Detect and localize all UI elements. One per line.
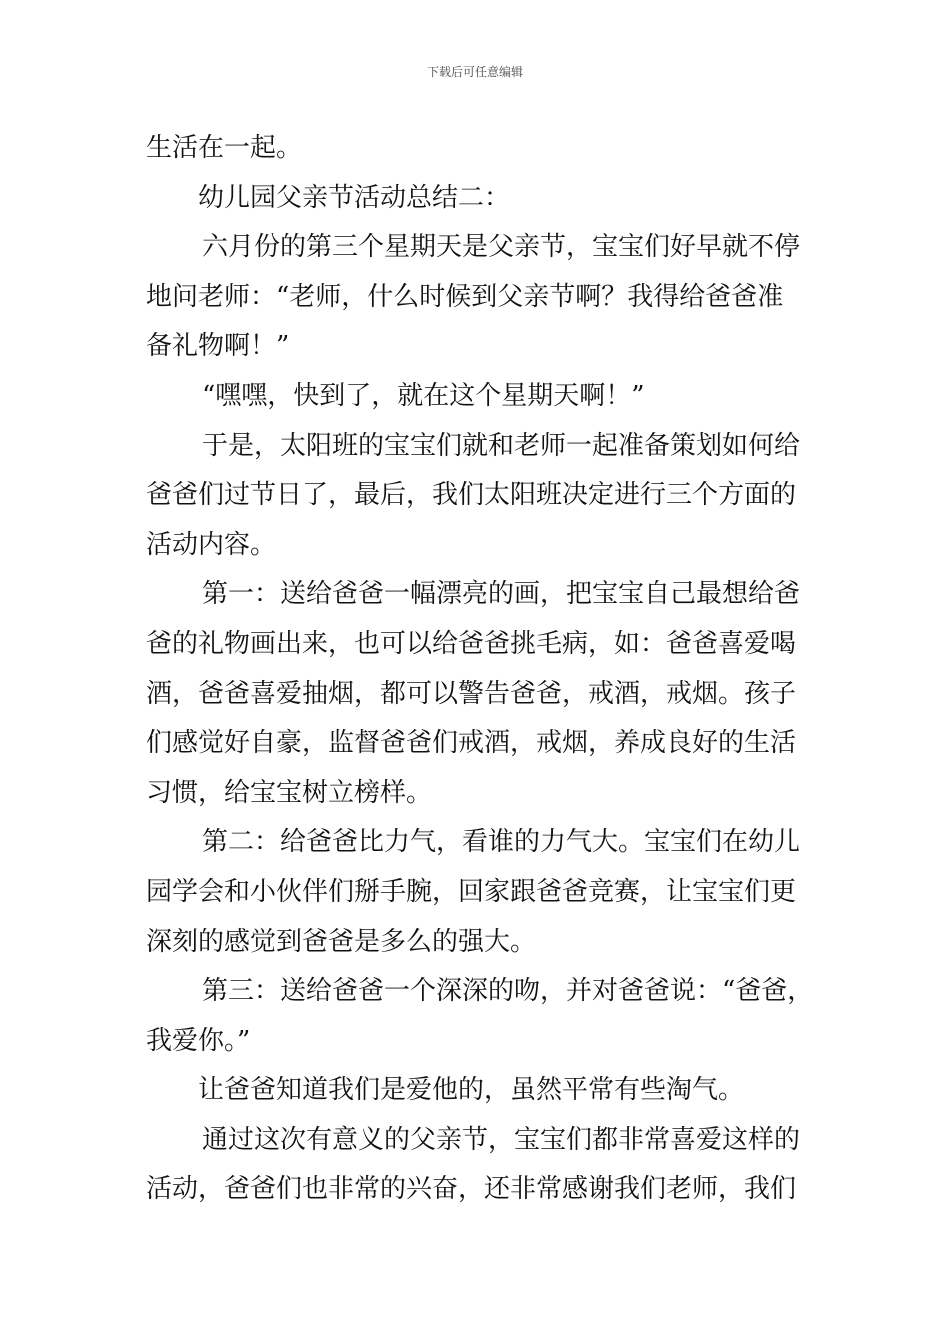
text-line: 第三：送给爸爸一个深深的吻，并对爸爸说：“爸爸， [202,976,814,1007]
text-line: 第一：送给爸爸一幅漂亮的画，把宝宝自己最想给爸 [202,579,801,610]
text-line: 活动内容。 [146,529,277,560]
text-line: 酒，爸爸喜爱抽烟，都可以警告爸爸，戒酒，戒烟。孩子 [146,678,797,709]
text-line: 让爸爸知道我们是爱他的，虽然平常有些淘气。 [198,1075,745,1106]
text-line: 爸的礼物画出来，也可以给爸爸挑毛病，如：爸爸喜爱喝 [146,628,797,659]
text-line: 园学会和小伙伴们掰手腕，回家跟爸爸竞赛，让宝宝们更 [146,876,797,907]
text-line: 通过这次有意义的父亲节，宝宝们都非常喜爱这样的 [202,1124,801,1155]
text-line: “嘿嘿，快到了，就在这个星期天啊！” [202,380,645,411]
text-line: 深刻的感觉到爸爸是多么的强大。 [146,926,537,957]
text-line: 于是，太阳班的宝宝们就和老师一起准备策划如何给 [202,430,801,461]
text-line: 地问老师：“老师，什么时候到父亲节啊？我得给爸爸准 [146,281,784,312]
text-line: 们感觉好自豪，监督爸爸们戒酒，戒烟，养成良好的生活 [146,728,797,759]
text-line: 活动，爸爸们也非常的兴奋，还非常感谢我们老师，我们 [146,1174,797,1205]
text-line: 六月份的第三个星期天是父亲节，宝宝们好早就不停 [202,232,801,263]
text-line: 爸爸们过节日了，最后，我们太阳班决定进行三个方面的 [146,480,797,511]
text-line: 备礼物啊！” [146,331,290,362]
page-header: 下载后可任意编辑 [426,65,523,79]
text-line: 生活在一起。 [146,133,303,163]
text-line: 第二：给爸爸比力气，看谁的力气大。宝宝们在幼儿 [202,827,801,858]
section-heading: 幼儿园父亲节活动总结二： [198,182,511,213]
text-line: 我爱你。” [146,1025,251,1056]
text-line: 习惯，给宝宝树立榜样。 [146,777,433,808]
document-body [146,124,816,1215]
